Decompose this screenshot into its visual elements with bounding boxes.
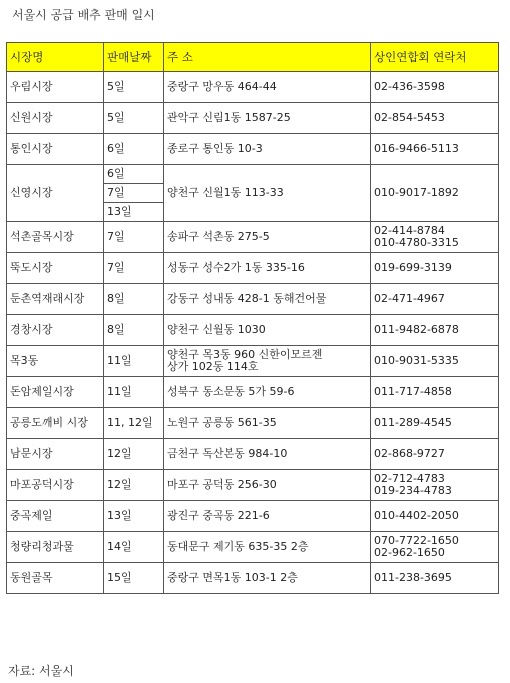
table-row (7, 284, 499, 315)
cell-sale-date (104, 103, 164, 134)
sale-date-value: 11일 (107, 354, 132, 367)
table-row (7, 165, 499, 222)
header-address: 주 소 (164, 43, 371, 72)
cell-address (164, 253, 371, 284)
sale-date-value: 5일 (107, 80, 125, 93)
header-contact: 상인연합회 연락처 (371, 43, 499, 72)
sale-date-value: 7일 (107, 261, 125, 274)
table-row (7, 439, 499, 470)
cell-sale-date (104, 563, 164, 594)
cell-contact (371, 72, 499, 103)
cell-address (164, 134, 371, 165)
sale-date-value: 5일 (107, 111, 125, 124)
cell-address (164, 439, 371, 470)
header-date: 판매날짜 (104, 43, 164, 72)
cell-contact (371, 408, 499, 439)
cell-contact (371, 134, 499, 165)
contact-phone: 011-289-4545 (374, 416, 452, 429)
sale-date-value: 14일 (107, 540, 132, 553)
cell-contact (371, 501, 499, 532)
cell-sale-date (104, 315, 164, 346)
table-header-row (7, 43, 499, 72)
contact-phone: 011-717-4858 (374, 385, 452, 398)
cell-market-name: 돈암제일시장 (7, 377, 104, 408)
cell-market-name: 동원골목 (7, 563, 104, 594)
contact-phone: 010-4780-3315 (374, 236, 459, 249)
document-title: 서울시 공급 배추 판매 일시 (12, 8, 155, 22)
address-line: 송파구 석촌동 275-5 (167, 230, 270, 243)
cell-sale-date (104, 222, 164, 253)
cell-address (164, 103, 371, 134)
contact-phone: 02-414-8784 (374, 224, 445, 237)
address-line: 마포구 공덕동 256-30 (167, 478, 277, 491)
cell-contact (371, 563, 499, 594)
sale-date-value: 11, 12일 (107, 416, 153, 429)
address-line: 중랑구 망우동 464-44 (167, 80, 277, 93)
contact-phone: 010-9031-5335 (374, 354, 459, 367)
cell-address (164, 284, 371, 315)
cell-market-name: 마포공덕시장 (7, 470, 104, 501)
cell-contact (371, 253, 499, 284)
address-line: 상가 102동 114호 (167, 360, 259, 373)
address-line: 강동구 성내동 428-1 동해건어물 (167, 292, 327, 305)
table-row (7, 470, 499, 501)
market-sales-table (6, 42, 499, 594)
address-line: 노원구 공릉동 561-35 (167, 416, 277, 429)
contact-phone: 010-9017-1892 (374, 186, 459, 199)
sale-date-value: 13일 (107, 205, 132, 218)
table-row (7, 563, 499, 594)
contact-phone: 02-854-5453 (374, 111, 445, 124)
table-row (7, 532, 499, 563)
cell-sale-date (104, 408, 164, 439)
cell-contact (371, 346, 499, 377)
cell-contact (371, 532, 499, 563)
cell-market-name: 청량리청과물 (7, 532, 104, 563)
cell-sale-date (104, 72, 164, 103)
cell-market-name: 통인시장 (7, 134, 104, 165)
cell-address (164, 501, 371, 532)
cell-sale-date (104, 346, 164, 377)
source-note: 자료: 서울시 (8, 664, 74, 678)
address-line: 성북구 동소문동 5가 59-6 (167, 385, 295, 398)
cell-market-name: 우림시장 (7, 72, 104, 103)
sale-date-value: 8일 (107, 292, 125, 305)
sale-date-value: 12일 (107, 478, 132, 491)
cell-market-name: 중곡제일 (7, 501, 104, 532)
cell-market-name: 신원시장 (7, 103, 104, 134)
cell-market-name: 목3동 (7, 346, 104, 377)
address-line: 동대문구 제기동 635-35 2층 (167, 540, 309, 553)
sale-date-value: 7일 (104, 184, 163, 203)
address-line: 양천구 목3동 960 신한이모르젠 (167, 348, 323, 361)
cell-contact (371, 222, 499, 253)
address-line: 광진구 중곡동 221-6 (167, 509, 270, 522)
contact-phone: 011-9482-6878 (374, 323, 459, 336)
contact-phone: 070-7722-1650 (374, 534, 459, 547)
cell-market-name: 뚝도시장 (7, 253, 104, 284)
table-row (7, 222, 499, 253)
sale-date-value: 13일 (107, 509, 132, 522)
table-row (7, 253, 499, 284)
cell-address (164, 408, 371, 439)
table-row (7, 315, 499, 346)
cell-sale-date (104, 165, 164, 222)
sale-date-value: 12일 (107, 447, 132, 460)
contact-phone: 02-868-9727 (374, 447, 445, 460)
contact-phone: 010-4402-2050 (374, 509, 459, 522)
header-market: 시장명 (7, 43, 104, 72)
sale-date-value: 6일 (104, 165, 163, 184)
contact-phone: 02-962-1650 (374, 546, 445, 559)
cell-contact (371, 470, 499, 501)
cell-sale-date (104, 470, 164, 501)
contact-phone: 019-234-4783 (374, 484, 452, 497)
contact-phone: 02-471-4967 (374, 292, 445, 305)
cell-market-name: 공릉도깨비 시장 (7, 408, 104, 439)
address-line: 중랑구 면목1동 103-1 2층 (167, 571, 298, 584)
address-line: 양천구 신월동 1030 (167, 323, 266, 336)
table-row (7, 408, 499, 439)
cell-address (164, 532, 371, 563)
cell-address (164, 377, 371, 408)
cell-contact (371, 439, 499, 470)
cell-market-name: 둔촌역재래시장 (7, 284, 104, 315)
contact-phone: 016-9466-5113 (374, 142, 459, 155)
sale-date-value: 7일 (107, 230, 125, 243)
cell-market-name: 석촌골목시장 (7, 222, 104, 253)
contact-phone: 011-238-3695 (374, 571, 452, 584)
table-row (7, 346, 499, 377)
address-line: 양천구 신월1동 113-33 (167, 186, 284, 199)
table-row (7, 72, 499, 103)
cell-address (164, 346, 371, 377)
cell-sale-date (104, 439, 164, 470)
cell-address (164, 315, 371, 346)
table-row (7, 134, 499, 165)
address-line: 금천구 독산본동 984-10 (167, 447, 288, 460)
cell-market-name: 경창시장 (7, 315, 104, 346)
table-row (7, 377, 499, 408)
cell-contact (371, 284, 499, 315)
sale-date-value: 15일 (107, 571, 132, 584)
table-row (7, 501, 499, 532)
sale-date-value: 6일 (107, 142, 125, 155)
sale-date-value: 8일 (107, 323, 125, 336)
sale-date-value: 11일 (107, 385, 132, 398)
table-body (7, 72, 499, 594)
cell-sale-date (104, 501, 164, 532)
cell-address (164, 470, 371, 501)
contact-phone: 02-712-4783 (374, 472, 445, 485)
cell-sale-date (104, 532, 164, 563)
contact-phone: 02-436-3598 (374, 80, 445, 93)
address-line: 관악구 신림1동 1587-25 (167, 111, 291, 124)
cell-address (164, 165, 371, 222)
address-line: 종로구 통인동 10-3 (167, 142, 263, 155)
cell-contact (371, 103, 499, 134)
cell-contact (371, 165, 499, 222)
address-line: 성동구 성수2가 1동 335-16 (167, 261, 305, 274)
cell-sale-date (104, 284, 164, 315)
cell-contact (371, 315, 499, 346)
cell-sale-date (104, 377, 164, 408)
cell-market-name: 남문시장 (7, 439, 104, 470)
cell-sale-date (104, 253, 164, 284)
contact-phone: 019-699-3139 (374, 261, 452, 274)
cell-address (164, 563, 371, 594)
cell-market-name: 신영시장 (7, 165, 104, 222)
cell-sale-date (104, 134, 164, 165)
table-row (7, 103, 499, 134)
cell-contact (371, 377, 499, 408)
cell-address (164, 222, 371, 253)
cell-address (164, 72, 371, 103)
